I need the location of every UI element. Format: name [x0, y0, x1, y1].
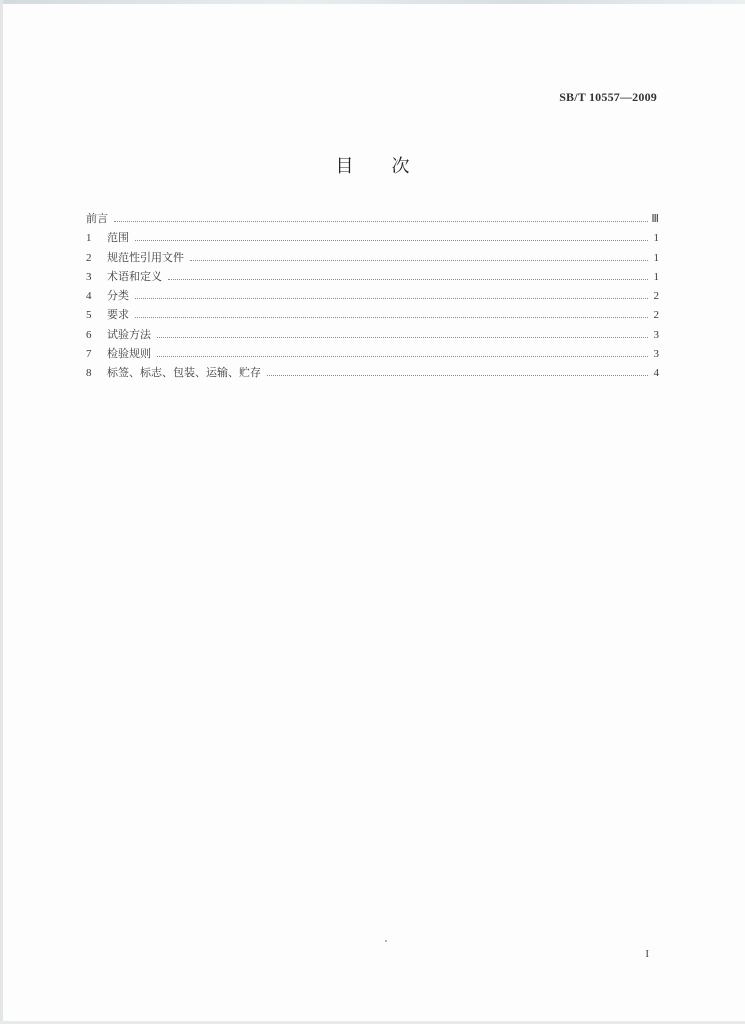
toc-entry-label: 要求 [107, 308, 129, 322]
scan-edge-top [0, 0, 745, 4]
toc-entry-label: 前言 [86, 212, 108, 225]
scan-speck [385, 940, 387, 942]
toc-entry-number: 2 [86, 251, 92, 264]
toc-entry-page: 2 [653, 309, 659, 322]
toc-leader-dots [157, 336, 648, 338]
table-of-contents [86, 210, 659, 384]
toc-entry-label: 规范性引用文件 [107, 250, 184, 264]
toc-entry-page: Ⅲ [651, 213, 659, 225]
toc-entry-label: 试验方法 [107, 327, 151, 341]
toc-entry-label: 范围 [107, 231, 129, 245]
toc-leader-dots [190, 259, 648, 261]
toc-entry-5[interactable] [86, 306, 659, 325]
toc-entry-1[interactable] [86, 229, 659, 248]
page-title: 目次 [335, 156, 448, 177]
toc-leader-dots [135, 297, 648, 299]
page-number: I [645, 948, 649, 960]
toc-entry-page: 1 [653, 232, 659, 245]
toc-entry-label: 标签、标志、包装、运输、贮存 [107, 366, 261, 380]
toc-entry-3[interactable] [86, 268, 659, 287]
toc-entry-page: 1 [653, 270, 659, 283]
toc-entry-page: 2 [653, 290, 659, 303]
toc-entry-page: 3 [653, 348, 659, 361]
toc-entry-page: 1 [653, 251, 659, 264]
toc-leader-dots [114, 220, 648, 222]
toc-entry-number: 6 [86, 328, 92, 341]
toc-entry-2[interactable] [86, 249, 659, 268]
toc-entry-label: 术语和定义 [107, 269, 162, 283]
toc-entry-number: 3 [86, 270, 92, 283]
toc-entry-4[interactable] [86, 287, 659, 306]
toc-entry-number: 8 [86, 367, 92, 380]
toc-entry-label: 分类 [107, 289, 129, 303]
toc-entry-label: 检验规则 [107, 347, 151, 361]
toc-leader-dots [267, 374, 648, 376]
toc-entry-number: 4 [86, 290, 92, 303]
toc-entry-foreword[interactable] [86, 210, 659, 229]
standard-code: SB/T 10557—2009 [559, 90, 657, 104]
toc-entry-6[interactable] [86, 326, 659, 345]
toc-entry-page: 4 [653, 367, 659, 380]
toc-entry-number: 7 [86, 348, 92, 361]
toc-leader-dots [135, 316, 648, 318]
toc-entry-8[interactable] [86, 364, 659, 383]
toc-entry-number: 5 [86, 309, 92, 322]
toc-entry-7[interactable] [86, 345, 659, 364]
toc-leader-dots [135, 239, 648, 241]
toc-entry-number: 1 [86, 232, 92, 245]
toc-leader-dots [168, 278, 648, 280]
toc-entry-page: 3 [653, 328, 659, 341]
toc-leader-dots [157, 355, 648, 357]
